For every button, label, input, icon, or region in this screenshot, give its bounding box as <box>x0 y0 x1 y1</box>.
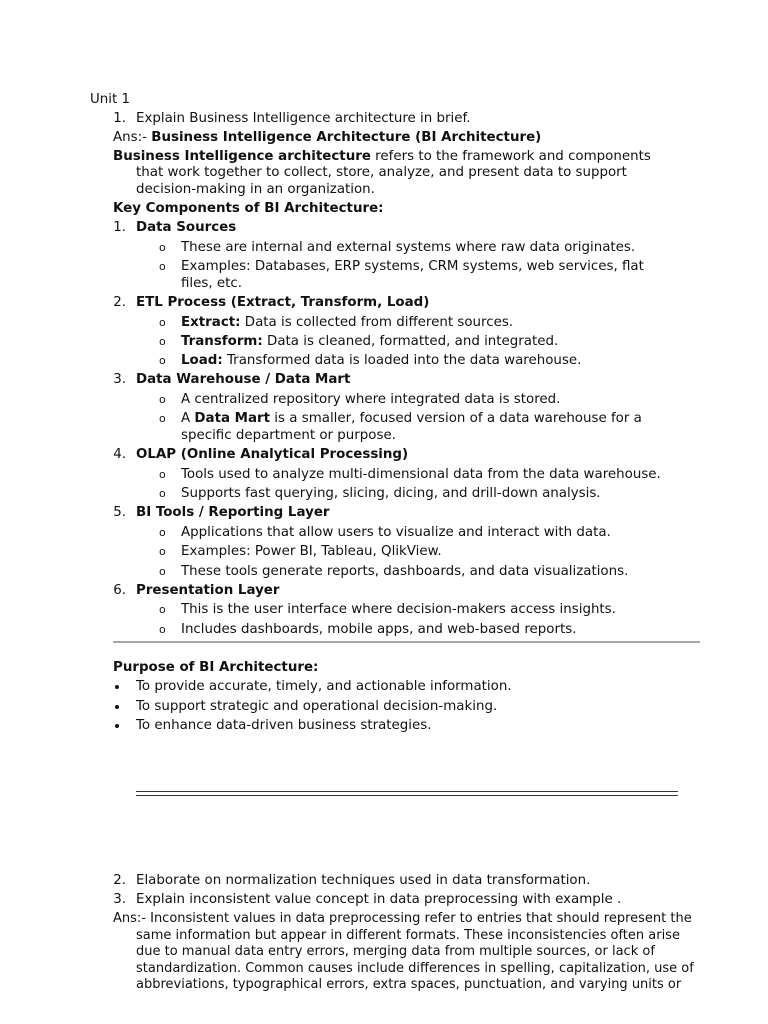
answer-title: Business Intelligence Architecture (BI Architecture) <box>151 130 542 145</box>
purpose-item: To enhance data-driven business strategies. <box>136 718 432 733</box>
list-item: These are internal and external systems where raw data originates. <box>181 240 636 255</box>
sub-bullet: o <box>159 354 166 367</box>
section-divider <box>113 641 700 643</box>
component-title: OLAP (Online Analytical Processing) <box>136 447 409 462</box>
answer-text: abbreviations, typographical errors, extra spaces, punctuation, and varying units or <box>136 977 682 992</box>
intro-bold: Business Intelligence architecture <box>113 149 371 164</box>
sub-bullet: o <box>159 487 166 500</box>
sub-bullet: o <box>159 241 166 254</box>
answer-prefix: Ans:- <box>113 911 151 926</box>
item-text: Transformed data is loaded into the data warehouse. <box>222 353 582 368</box>
list-item: Applications that allow users to visualize and interact with data. <box>181 525 611 540</box>
component-title: ETL Process (Extract, Transform, Load) <box>136 295 430 310</box>
list-item: These tools generate reports, dashboards, and data visualizations. <box>181 564 629 579</box>
sub-bullet: o <box>159 260 166 273</box>
list-item-continuation: specific department or purpose. <box>181 428 396 443</box>
list-item <box>181 334 558 351</box>
purpose-item: To support strategic and operational decision-making. <box>136 699 498 714</box>
key-components-heading: Key Components of BI Architecture: <box>113 201 384 216</box>
intro-line-2: that work together to collect, store, analyze, and present data to support <box>136 165 627 180</box>
answer-text: Inconsistent values in data preprocessing refer to entries that should represent the <box>150 911 692 926</box>
component-title: Data Sources <box>136 220 237 235</box>
component-title: BI Tools / Reporting Layer <box>136 505 330 520</box>
item-bold: Load: <box>181 353 223 368</box>
sub-bullet: o <box>159 526 166 539</box>
bullet-dot <box>115 724 119 728</box>
list-item: Tools used to analyze multi-dimensional data from the data warehouse. <box>181 467 661 482</box>
component-number: 1. <box>113 220 126 235</box>
component-title: Data Warehouse / Data Mart <box>136 372 351 387</box>
sub-bullet: o <box>159 468 166 481</box>
bullet-dot <box>115 685 119 689</box>
sub-bullet: o <box>159 412 166 425</box>
question-text: Elaborate on normalization techniques used in data transformation. <box>136 873 591 888</box>
item-bold: Data Mart <box>194 411 271 426</box>
answer-prefix: Ans:- <box>113 130 152 145</box>
question-number: 3. <box>113 892 126 907</box>
item-bold: Transform: <box>181 334 263 349</box>
unit-heading: Unit 1 <box>90 92 131 107</box>
list-item: Examples: Databases, ERP systems, CRM systems, web services, flat <box>181 259 644 274</box>
bullet-dot <box>115 705 119 709</box>
intro-rest: refers to the framework and components <box>370 149 651 164</box>
component-number: 5. <box>113 505 126 520</box>
item-pre: A <box>181 411 195 426</box>
sub-bullet: o <box>159 603 166 616</box>
component-number: 4. <box>113 447 126 462</box>
list-item-continuation: files, etc. <box>181 276 242 291</box>
item-text: is a smaller, focused version of a data warehouse for a <box>270 411 642 426</box>
sub-bullet: o <box>159 565 166 578</box>
list-item <box>181 411 642 428</box>
purpose-heading: Purpose of BI Architecture: <box>113 660 319 675</box>
list-item: Includes dashboards, mobile apps, and web-based reports. <box>181 622 577 637</box>
component-number: 3. <box>113 372 126 387</box>
item-text: Data is collected from different sources. <box>240 315 514 330</box>
list-item: This is the user interface where decision-makers access insights. <box>181 602 616 617</box>
component-number: 6. <box>113 583 126 598</box>
item-bold: Extract: <box>181 315 241 330</box>
answer-text: standardization. Common causes include differences in spelling, capitalization, use of <box>136 961 694 976</box>
item-text: Data is cleaned, formatted, and integrated. <box>262 334 559 349</box>
list-item <box>181 315 513 332</box>
sub-bullet: o <box>159 545 166 558</box>
list-item: A centralized repository where integrated data is stored. <box>181 392 561 407</box>
sub-bullet: o <box>159 393 166 406</box>
list-item: Supports fast querying, slicing, dicing, and drill-down analysis. <box>181 486 601 501</box>
answer-line <box>113 911 692 928</box>
intro-line-1 <box>113 149 651 166</box>
list-item <box>181 353 581 370</box>
sub-bullet: o <box>159 316 166 329</box>
answer-text: same information but appear in different formats. These inconsistencies often arise <box>136 928 680 943</box>
question-text: Explain inconsistent value concept in data preprocessing with example . <box>136 892 622 907</box>
question-number: 1. <box>113 111 126 126</box>
intro-line-3: decision-making in an organization. <box>136 182 375 197</box>
component-number: 2. <box>113 295 126 310</box>
question-number: 2. <box>113 873 126 888</box>
list-item: Examples: Power BI, Tableau, QlikView. <box>181 544 442 559</box>
sub-bullet: o <box>159 335 166 348</box>
sub-bullet: o <box>159 623 166 636</box>
answer-text: due to manual data entry errors, merging data from multiple sources, or lack of <box>136 944 655 959</box>
purpose-item: To provide accurate, timely, and actionable information. <box>136 679 512 694</box>
question-text: Explain Business Intelligence architecture in brief. <box>136 111 471 126</box>
answer-line <box>113 130 541 147</box>
double-divider <box>136 791 678 796</box>
component-title: Presentation Layer <box>136 583 280 598</box>
